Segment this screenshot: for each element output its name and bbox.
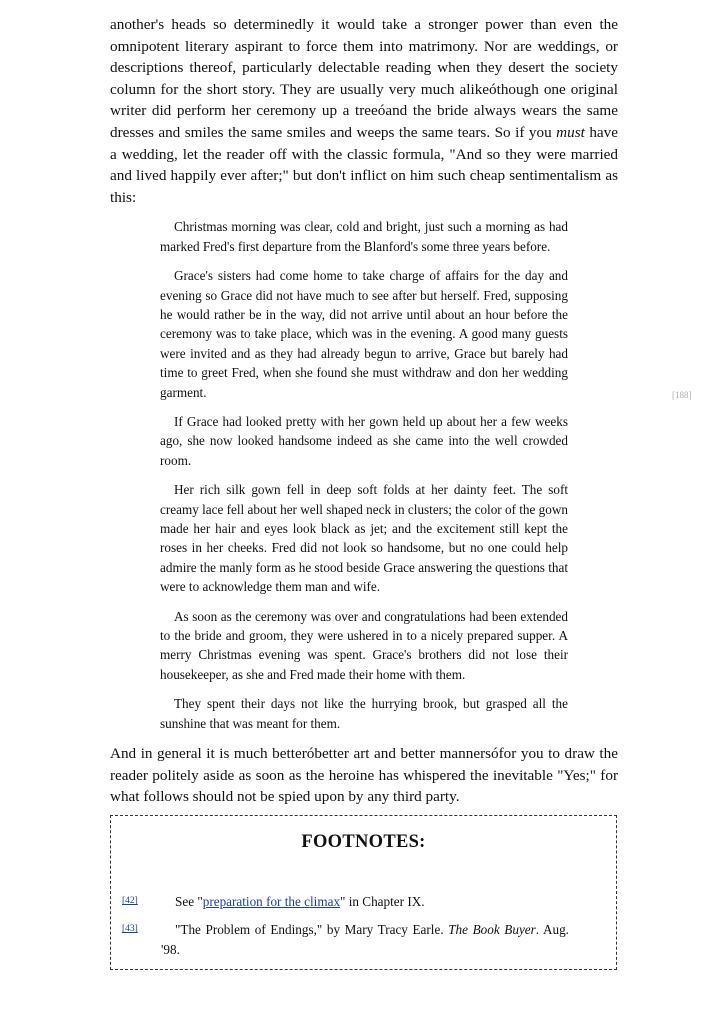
quote-paragraph: Grace's sisters had come home to take charge of affairs for the day and evening so Grace did not have much to see after but herself. Fred, supposing he would rather be in the way, did not arrive until about an hour before the ceremony was to take place, which was in the evening. A good many guests were invited and as they had already begun to arrive, Grace but barely had time to greet Fred, when she found she must withdraw and don her wedding garment. [160, 268, 568, 400]
footnotes-box [110, 815, 617, 970]
footnote-43-emphasis: The Book Buyer [448, 922, 536, 937]
quote-paragraph: As soon as the ceremony was over and congratulations had been extended to the bride and groom, they were ushered in to a nicely prepared supper. A merry Christmas evening was spent. Grace's brothers did not lose their housekeeper, as she and Fred made their home with them. [160, 608, 568, 682]
footnote-42-label[interactable]: [42] [122, 896, 138, 906]
page-body [110, 14, 618, 808]
intro-paragraph [110, 14, 618, 208]
quote-paragraph: If Grace had looked pretty with her gown held up about her a few weeks ago, she now looked handsome indeed as she came into the well crowded room. [160, 414, 568, 468]
page-number: [188] [672, 390, 692, 400]
closing-paragraph: And in general it is much betteróbetter art and better mannersófor you to draw the reader politely aside as soon as the heroine has whispered the inevitable "Yes;" for what follows should not be spied upon by any third party. [110, 745, 618, 806]
footnote-42-link[interactable]: preparation for the climax [202, 894, 341, 909]
quote-paragraph: They spent their days not like the hurrying brook, but grasped all the sunshine that was meant for them. [160, 696, 568, 731]
footnote-43-text: "The Problem of Endings," by Mary Tracy Earle. The Book Buyer. Aug. '98. [161, 922, 569, 957]
footnote-43-label[interactable]: [43] [122, 924, 138, 934]
intro-text-part-2: have a wedding, let the reader off with the classic formula, "And so they were married and lived happily ever after;" but don't inflict on him such cheap sentimentalism as this: [110, 123, 618, 206]
footnotes-title: FOOTNOTES: [301, 832, 426, 852]
quote-paragraph: Christmas morning was clear, cold and bright, just such a morning as had marked Fred's first departure from the Blanford's some three years before. [160, 219, 568, 254]
intro-emphasis: must [556, 123, 585, 141]
block-quote [160, 217, 568, 733]
intro-text-part-1: another's heads so determinedly it would take a stronger power than even the omnipotent literary aspirant to force them into matrimony. Nor are weddings, or descriptions thereof, particularly delectable reading when they desert the society column for the short story. They are usually very much alikeóthough one original writer did perform her ceremony up a treeóand the bride always wears the same dresses and smiles the same smiles and weeps the same tears. So if you [110, 16, 618, 141]
quote-paragraph: Her rich silk gown fell in deep soft folds at her dainty feet. The soft creamy lace fell about her well shaped neck in clusters; the color of the gown made her hair and eyes look black as jet; and the excitement still kept the roses in her cheeks. Fred did not look so handsome, but no one could help admire the manly form as he stood beside Grace answering the questions that were to acknowledge them man and wife. [160, 482, 568, 595]
footnote-42-text: See "preparation for the climax" in Chapter IX. [175, 894, 425, 909]
